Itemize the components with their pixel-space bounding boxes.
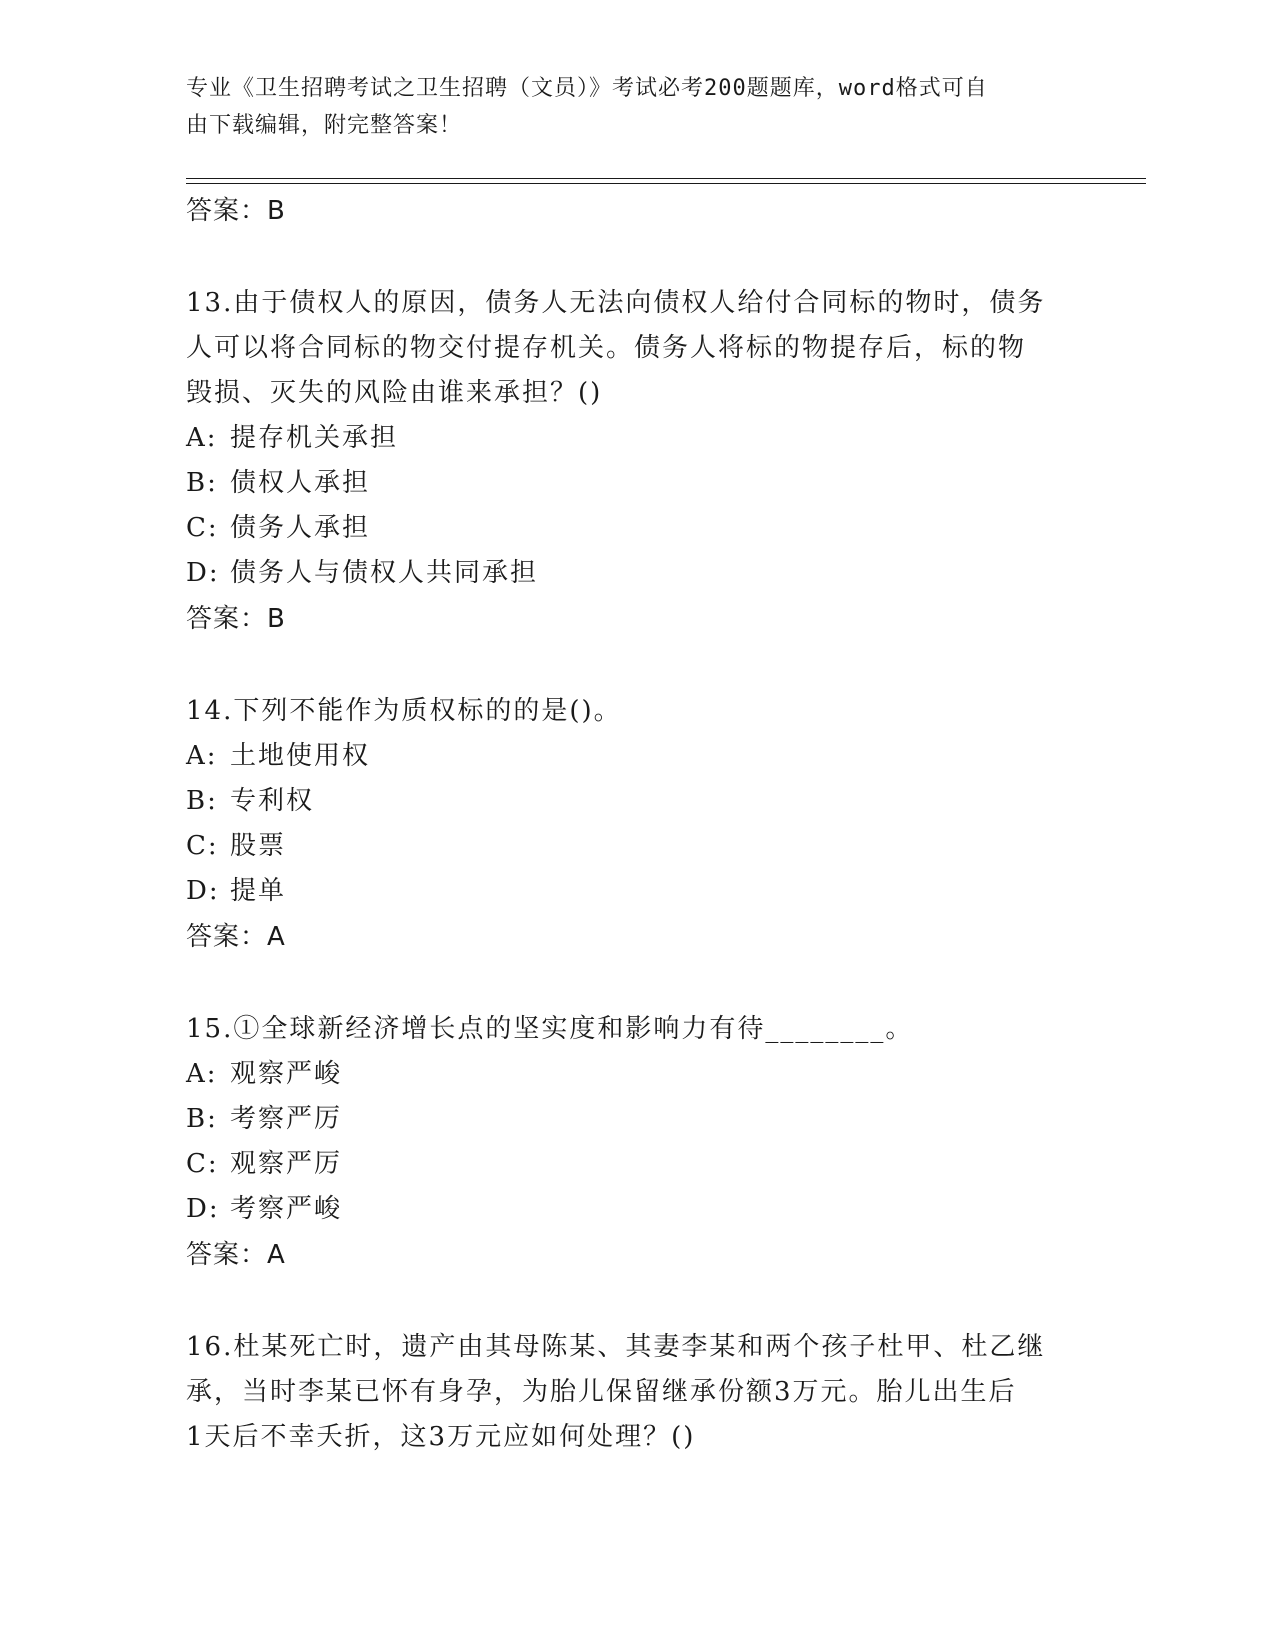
question-block [186,1325,1086,1460]
option-d [186,1187,1086,1232]
header-rule-bottom [186,183,1146,184]
option-text: 考察严峻 [230,1194,343,1224]
option-key: D: [186,1194,220,1224]
option-key: A: [186,741,218,771]
answer-line: 答案：A [186,1240,286,1270]
option-b [186,779,1086,824]
option-b [186,461,1086,506]
option-text: 债权人承担 [230,468,371,498]
option-key: C: [186,831,219,861]
option-a [186,734,1086,779]
option-key: D: [186,558,220,588]
question-block [186,689,1086,960]
answer-line: 答案：A [186,922,286,952]
option-text: 债务人承担 [230,513,371,543]
option-text: 专利权 [230,786,315,816]
option-a [186,1052,1086,1097]
question-line: 16.杜某死亡时，遗产由其母陈某、其妻李某和两个孩子杜甲、杜乙继 [186,1332,1046,1362]
question-list [186,188,1086,1460]
option-key: D: [186,876,220,906]
option-d [186,551,1086,596]
option-text: 考察严厉 [230,1104,343,1134]
question-line: 承，当时李某已怀有身孕，为胎儿保留继承份额3万元。胎儿出生后 [186,1377,1017,1407]
question-block [186,281,1086,642]
option-text: 土地使用权 [230,741,371,771]
option-c [186,824,1086,869]
option-text: 股票 [230,831,287,861]
option-text: 提单 [230,876,287,906]
document-header [186,70,1066,144]
question-line: 15.①全球新经济增长点的坚实度和影响力有待________。 [186,1014,914,1044]
option-text: 观察严峻 [230,1059,343,1089]
option-b [186,1097,1086,1142]
option-key: B: [186,1104,218,1134]
option-d [186,869,1086,914]
option-a [186,416,1086,461]
option-c [186,506,1086,551]
option-key: A: [186,1059,218,1089]
question-line: 毁损、灭失的风险由谁来承担？() [186,378,603,408]
question-line: 1天后不幸夭折，这3万元应如何处理？() [186,1422,696,1452]
option-key: B: [186,786,218,816]
option-text: 观察严厉 [230,1149,343,1179]
answer-line: 答案：B [186,196,286,226]
option-key: A: [186,423,218,453]
option-key: C: [186,513,219,543]
option-key: B: [186,468,218,498]
option-key: C: [186,1149,219,1179]
option-text: 债务人与债权人共同承担 [230,558,539,588]
answer-line: 答案：B [186,604,286,634]
question-line: 人可以将合同标的物交付提存机关。债务人将标的物提存后，标的物 [186,333,1027,363]
header-line-2: 由下载编辑，附完整答案！ [186,113,463,138]
header-rule-top [186,178,1146,179]
question-line: 13.由于债权人的原因，债务人无法向债权人给付合同标的物时，债务 [186,288,1046,318]
option-c [186,1142,1086,1187]
question-line: 14.下列不能作为质权标的的是()。 [186,696,622,726]
question-block [186,1007,1086,1278]
header-line-1: 专业《卫生招聘考试之卫生招聘（文员）》考试必考200题题库，word格式可自 [186,76,988,101]
option-text: 提存机关承担 [230,423,399,453]
